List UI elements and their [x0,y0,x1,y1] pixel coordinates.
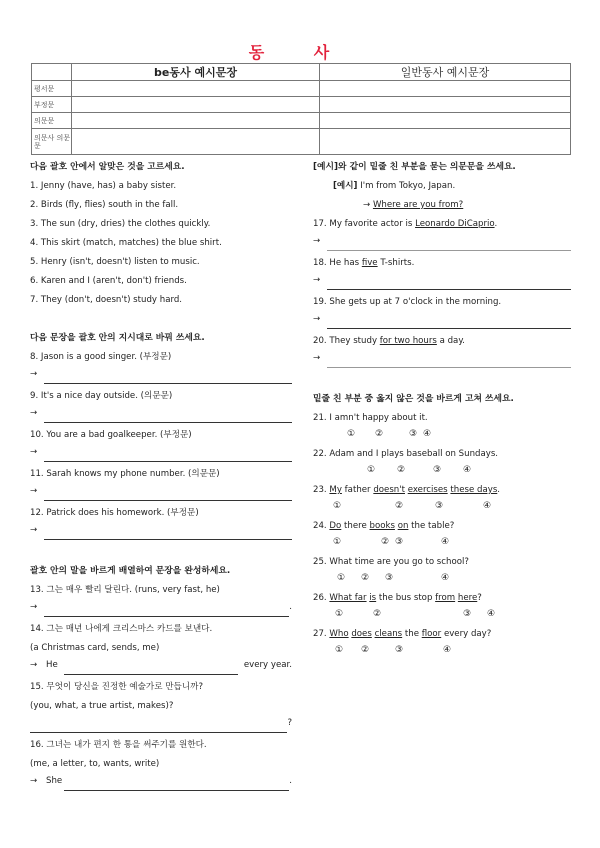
choice-markers: ① ② ③ ④ [335,645,452,655]
question-item: 3. The sun (dry, dries) the clothes quickly. [30,219,211,229]
arrow-icon: → [363,200,371,210]
question-item: 25. What time are you go to school? [313,557,469,567]
question-item: 10. You are a bad goalkeeper. (부정문) [30,430,192,440]
example-answer [313,196,571,215]
example-sentence [313,177,571,196]
table-cell[interactable] [320,113,571,129]
question-item: 2. Birds (fly, flies) south in the fall. [30,200,179,210]
example-text: I'm from [360,181,399,191]
question-item: 20. They study for two hours a day. [313,336,465,346]
table-cell[interactable] [72,113,320,129]
answer-line[interactable] [313,351,571,371]
arrow-icon: → [30,486,38,496]
row-label: 의문사 의문문 [32,129,72,155]
table-cell[interactable] [72,129,320,155]
answer-line[interactable] [30,774,292,794]
word-bank: (me, a letter, to, wants, write) [30,759,160,769]
period: . [289,602,292,612]
left-column [30,158,292,794]
question-item: 9. It's a nice day outside. (의문문) [30,391,173,401]
answer-line[interactable] [30,367,292,387]
arrow-icon: → [313,275,321,285]
choice-markers: ① ② ③ ④ [347,429,432,439]
table-header-be: be동사 예시문장 [72,64,320,81]
table-cell[interactable] [320,97,571,113]
row-label: 의문문 [32,113,72,129]
question-item: 19. She gets up at 7 o'clock in the morning. [313,297,502,307]
choice-markers: ① ② ③ ④ [335,609,496,619]
answer-line[interactable] [30,600,292,620]
question-item: 27. Who does cleans the floor every day? [313,629,492,639]
table-cell[interactable] [320,129,571,155]
right-column [313,158,571,661]
period: . [452,181,456,191]
choice-markers: ① ② ③ ④ [333,537,450,547]
section-header: 괄호 안의 말을 바르게 배열하여 문장을 완성하세요. [30,566,231,576]
arrow-icon: → [30,776,38,786]
arrow-icon: → [313,314,321,324]
word-bank: (you, what, a true artist, makes)? [30,701,174,711]
question-item: 23. My father doesn't exercises these days. [313,485,501,495]
example-answer-text: Where are you from? [372,200,464,210]
table-cell[interactable] [72,97,320,113]
example-label: [예시] [333,181,358,191]
sentence-end: every year. [243,660,292,670]
question-item: 26. What far is the bus stop from here? [313,593,482,603]
row-label: 평서문 [32,81,72,97]
question-item: 8. Jason is a good singer. (부정문) [30,352,172,362]
sentence-start: He [46,660,58,670]
table-header-general: 일반동사 예시문장 [320,64,571,81]
answer-line[interactable] [313,312,571,332]
answer-line[interactable] [30,484,292,504]
arrow-icon: → [30,660,38,670]
question-item: 6. Karen and I (aren't, don't) friends. [30,276,187,286]
question-item: 5. Henry (isn't, doesn't) listen to music. [30,257,200,267]
answer-line[interactable] [30,523,292,543]
arrow-icon: → [30,408,38,418]
question-item: 24. Do there books on the table? [313,521,455,531]
row-label: 부정문 [32,97,72,113]
verb-example-table [31,63,571,155]
question-item: 4. This skirt (match, matches) the blue shirt. [30,238,222,248]
answer-line[interactable] [30,716,292,736]
table-cell[interactable] [72,81,320,97]
question-mark: ? [287,718,292,728]
choice-markers: ① ② ③ ④ [333,501,492,511]
question-item: 21. I amn't happy about it. [313,413,428,423]
table-corner [32,64,72,81]
page-title: 동 사 [248,43,352,62]
word-bank: (a Christmas card, sends, me) [30,643,160,653]
choice-markers: ① ② ③ ④ [337,573,450,583]
arrow-icon: → [30,602,38,612]
table-cell[interactable] [320,81,571,97]
choice-markers: ① ② ③ ④ [367,465,472,475]
answer-line[interactable] [313,234,571,254]
arrow-icon: → [30,525,38,535]
example-underlined: Tokyo, Japan [398,181,453,191]
question-item: 11. Sarah knows my phone number. (의문문) [30,469,220,479]
question-item: 18. He has five T-shirts. [313,258,415,268]
question-item: 17. My favorite actor is Leonardo DiCaprio. [313,219,498,229]
answer-line[interactable] [30,406,292,426]
arrow-icon: → [30,369,38,379]
section-header: 다음 문장을 괄호 안의 지시대로 바꿔 쓰세요. [30,333,205,343]
question-item: 13. 그는 매우 빨리 달린다. (runs, very fast, he) [30,585,220,595]
section-header: 다음 괄호 안에서 알맞은 것을 고르세요. [30,162,185,172]
answer-line[interactable] [30,445,292,465]
question-item: 15. 무엇이 당신을 진정한 예술가로 만듭니까? [30,682,204,692]
question-item: 16. 그녀는 내가 편지 한 통을 써주기를 원한다. [30,740,207,750]
answer-line[interactable] [313,273,571,293]
arrow-icon: → [313,353,321,363]
question-item: 14. 그는 매년 나에게 크리스마스 카드를 보낸다. [30,624,213,634]
arrow-icon: → [30,447,38,457]
arrow-icon: → [313,236,321,246]
section-header: 밑줄 친 부분 중 옳지 않은 것을 바르게 고쳐 쓰세요. [313,394,514,404]
question-item: 7. They (don't, doesn't) study hard. [30,295,183,305]
answer-line[interactable] [30,658,292,678]
sentence-start: She [46,776,63,786]
question-item: 22. Adam and I plays baseball on Sundays. [313,449,499,459]
question-item: 1. Jenny (have, has) a baby sister. [30,181,177,191]
question-item: 12. Patrick does his homework. (부정문) [30,508,199,518]
period: . [289,776,292,786]
section-header: [예시]와 같이 밑줄 친 부분을 묻는 의문문을 쓰세요. [313,162,516,172]
